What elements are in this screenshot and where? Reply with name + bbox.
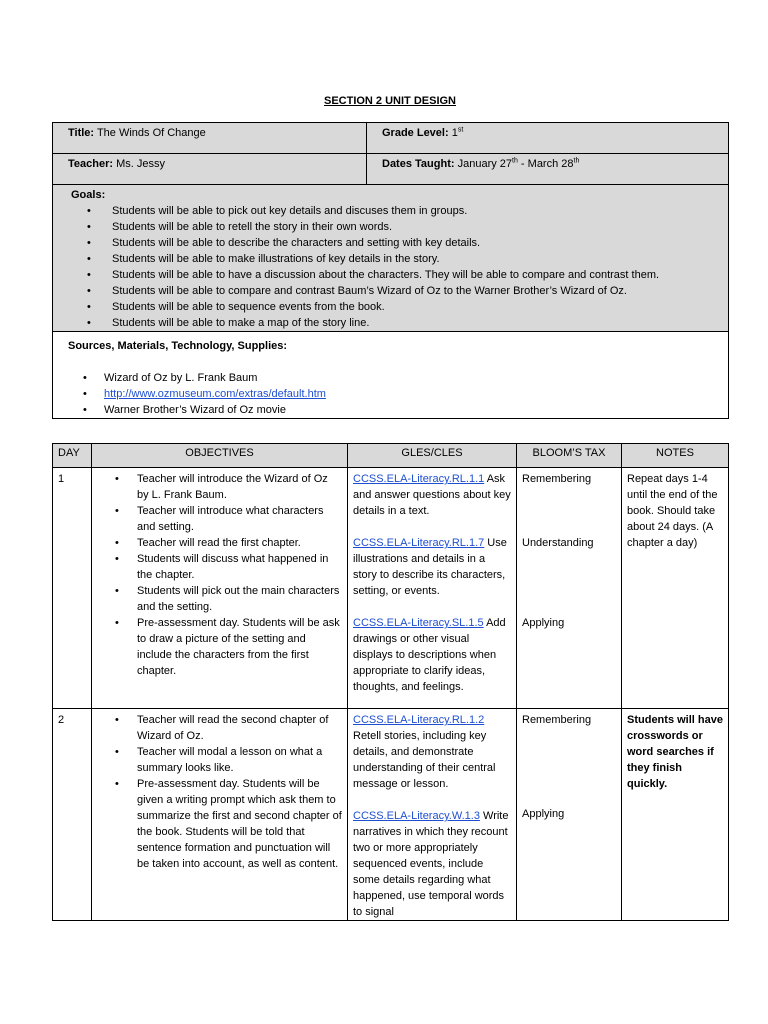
table-row xyxy=(53,468,729,709)
objectives-cell xyxy=(92,468,348,709)
bloom-level: Understanding xyxy=(522,537,594,549)
goals-label: Goals: xyxy=(71,189,106,201)
standard-text: Retell stories, including key details, and demonstrate understanding of their central message or lesson. xyxy=(353,730,496,790)
sources-label: Sources, Materials, Technology, Supplies: xyxy=(68,340,288,352)
grade-value: 1 xyxy=(451,127,458,139)
standard-text: Use illustrations and details in a story to describe its characters, setting, or events. xyxy=(353,537,507,597)
goal-item: • Students will be able to make a map of the story line. xyxy=(71,315,723,331)
grade-label: Grade Level: xyxy=(382,127,449,139)
standard-entry xyxy=(353,808,511,920)
standard-entry xyxy=(353,615,511,695)
objectives-list xyxy=(97,712,342,872)
standard-entry xyxy=(353,471,511,519)
dates-end-sup: th xyxy=(573,157,580,165)
standard-text: Add drawings or other visual displays to descriptions when appropriate to clarify ideas, thoughts, and feelings. xyxy=(353,617,506,693)
dates-cell xyxy=(367,154,729,185)
goal-item: • Students will be able to have a discussion about the characters. They will be able to compare and contrast them. xyxy=(71,267,723,283)
col-day: DAY xyxy=(53,444,92,468)
bloom-level: Remembering xyxy=(522,473,592,485)
dates-start: January 27 xyxy=(457,158,513,170)
teacher-value: Ms. Jessy xyxy=(116,158,166,170)
page-title: SECTION 2 UNIT DESIGN xyxy=(323,95,457,107)
bloom-level: Applying xyxy=(522,617,565,629)
bloom-cell xyxy=(517,709,622,921)
objective-item: • Students will discuss what happened in the chapter. xyxy=(97,551,342,583)
goal-item: • Students will be able to make illustrations of key details in the story. xyxy=(71,251,723,267)
objective-item: • Teacher will introduce the Wizard of Oz by L. Frank Baum. xyxy=(97,471,342,503)
standard-text: Ask and answer questions about key details in a text. xyxy=(353,473,511,517)
goal-item: • Students will be able to retell the story in their own words. xyxy=(71,219,723,235)
col-bloom: BLOOM’S TAX xyxy=(517,444,622,468)
standards-cell xyxy=(348,709,517,921)
standard-entry xyxy=(353,535,511,599)
source-item xyxy=(68,386,723,402)
source-item: • Warner Brother’s Wizard of Oz movie xyxy=(68,402,723,418)
goal-item: • Students will be able to pick out key details and discuses them in groups. xyxy=(71,203,723,219)
dates-start-sup: th xyxy=(512,157,518,165)
bloom-level: Applying xyxy=(522,808,565,820)
goal-item: • Students will be able to describe the characters and setting with key details. xyxy=(71,235,723,251)
objective-item: • Students will pick out the main characters and the setting. xyxy=(97,583,342,615)
col-objectives: OBJECTIVES xyxy=(92,444,348,468)
source-item: • Wizard of Oz by L. Frank Baum xyxy=(68,370,723,386)
standard-link[interactable]: CCSS.ELA-Literacy.SL.1.5 xyxy=(353,617,484,629)
title-cell xyxy=(53,123,367,154)
objective-item: • Teacher will modal a lesson on what a summary looks like. xyxy=(97,744,342,776)
objective-item: • Pre-assessment day. Students will be ask to draw a picture of the setting and include the characters from the first chapter. xyxy=(97,615,342,679)
standard-link[interactable]: CCSS.ELA-Literacy.W.1.3 xyxy=(353,810,480,822)
objective-item: • Teacher will introduce what characters and setting. xyxy=(97,503,342,535)
objectives-list xyxy=(97,471,342,679)
col-gles: GLES/CLES xyxy=(348,444,517,468)
objective-item: • Teacher will read the second chapter of Wizard of Oz. xyxy=(97,712,342,744)
col-notes: NOTES xyxy=(622,444,729,468)
notes-cell: Repeat days 1-4 until the end of the book. Should take about 24 days. (A chapter a day) xyxy=(622,468,729,709)
teacher-cell xyxy=(53,154,367,185)
grade-sup: st xyxy=(457,126,464,134)
dates-end: - March 28 xyxy=(517,158,574,170)
sources-cell xyxy=(53,332,729,419)
table-row xyxy=(53,709,729,921)
standards-cell xyxy=(348,468,517,709)
bloom-cell xyxy=(517,468,622,709)
column-header-row xyxy=(53,444,729,468)
objective-item: • Pre-assessment day. Students will be given a writing prompt which ask them to summarize the first and second chapter of the book. Students will be told that sentence formation and punctuation will be taken into account, as well as content. xyxy=(97,776,342,872)
standard-link[interactable]: CCSS.ELA-Literacy.RL.1.7 xyxy=(353,537,485,549)
grade-cell xyxy=(367,123,729,154)
ozmuseum-link[interactable]: http://www.ozmuseum.com/extras/default.htm xyxy=(104,388,326,400)
day-number: 2 xyxy=(53,709,92,921)
objective-item: • Teacher will read the first chapter. xyxy=(97,535,342,551)
sources-list xyxy=(68,370,723,418)
lesson-plan-table xyxy=(52,443,729,921)
standard-link[interactable]: CCSS.ELA-Literacy.RL.1.2 xyxy=(353,714,485,726)
dates-label: Dates Taught: xyxy=(382,158,455,170)
goals-list xyxy=(71,203,723,331)
objectives-cell xyxy=(92,709,348,921)
title-value: The Winds Of Change xyxy=(96,127,206,139)
goals-cell xyxy=(53,185,729,332)
goal-item: • Students will be able to sequence events from the book. xyxy=(71,299,723,315)
goal-item: • Students will be able to compare and contrast Baum’s Wizard of Oz to the Warner Brother’s Wizard of Oz. xyxy=(71,283,723,299)
standard-link[interactable]: CCSS.ELA-Literacy.RL.1.1 xyxy=(353,473,485,485)
bloom-level: Remembering xyxy=(522,714,592,726)
day-number: 1 xyxy=(53,468,92,709)
standard-entry xyxy=(353,712,511,792)
notes-cell: Students will have crosswords or word searches if they finish quickly. xyxy=(622,709,729,921)
unit-header-table xyxy=(52,122,729,419)
title-label: Title: xyxy=(68,127,95,139)
teacher-label: Teacher: xyxy=(68,158,114,170)
standard-text: Write narratives in which they recount two or more appropriately sequenced events, include some details regarding what happened, use temporal words to signal xyxy=(353,810,509,918)
